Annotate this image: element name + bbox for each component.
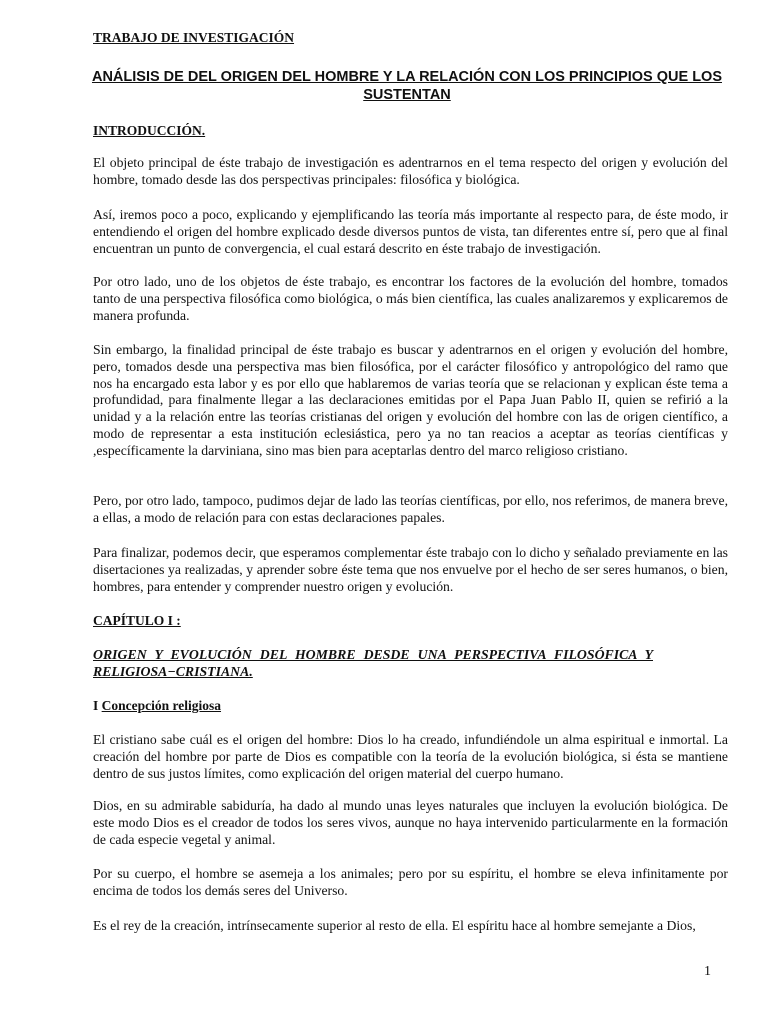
document-title: ANÁLISIS DE DEL ORIGEN DEL HOMBRE Y LA RELACIÓN CON LOS PRINCIPIOS QUE LOS SUSTENTAN	[91, 69, 722, 103]
intro-paragraph-2: Así, iremos poco a poco, explicando y ejemplificando las teoría más importante al respecto para, de éste modo, ir entendiendo el origen del hombre explicado desde diversos puntos de vista, tan diferentes entre sí, pero que al final encuentran un punto de convergencia, el cual estará descrito en éste trabajo de investigación.	[93, 207, 728, 256]
chapter-subtitle: ORIGEN Y EVOLUCIÓN DEL HOMBRE DESDE UNA PERSPECTIVA FILOSÓFICA Y RELIGIOSA−CRISTIANA.	[93, 647, 653, 679]
section-paragraph-1: El cristiano sabe cuál es el origen del hombre: Dios lo ha creado, infundiéndole un alma espiritual e inmortal. La creación del hombre por parte de Dios es compatible con la teoría de la evolución biológica, si ésta se mantiene dentro de sus justos límites, como explicación del origen material del cuerpo humano.	[93, 732, 728, 781]
introduction-heading: INTRODUCCIÓN.	[93, 123, 206, 138]
intro-paragraph-4: Sin embargo, la finalidad principal de éste trabajo es buscar y adentrarnos en el origen y evolución del hombre, pero, tomados desde una perspectiva mas bien filosófica, por el carácter filosófico y antropológico del ramo que nos ha encargado esta labor y es por ello que hablaremos de varias teoría que se relacionan y explican éste tema a profundidad, para finalmente llegar a las declaraciones emitidas por el Papa Juan Pablo II, quien se refirió a la unidad y a la relación entre las teorías cristianas del origen y evolución del hombre con las de origen científico, a modo de representar a esta institución eclesiástica, pero ya no tan reacios a aceptar as teorías científicas y ,específicamente la darviniana, sino mas bien para aceptarlas dentro del marco religioso cristiano.	[93, 342, 728, 458]
intro-paragraph-5: Pero, por otro lado, tampoco, pudimos dejar de lado las teorías científicas, por ello, nos referimos, de manera breve, a ellas, a modo de relación para con estas declaraciones papales.	[93, 493, 728, 525]
intro-paragraph-1: El objeto principal de éste trabajo de investigación es adentrarnos en el tema respecto del origen y evolución del hombre, tomado desde las dos perspectivas principales: filosófica y biológica.	[93, 155, 728, 187]
section-paragraph-4: Es el rey de la creación, intrínsecamente superior al resto de ella. El espíritu hace al hombre semejante a Dios,	[93, 918, 696, 933]
chapter-heading: CAPÍTULO I :	[93, 613, 181, 628]
section-title: Concepción religiosa	[101, 698, 222, 713]
section-paragraph-3: Por su cuerpo, el hombre se asemeja a los animales; pero por su espíritu, el hombre se eleva infinitamente por encima de todos los demás seres del Universo.	[93, 866, 728, 898]
page-number: 1	[704, 964, 711, 979]
section-heading	[93, 698, 221, 714]
intro-paragraph-3: Por otro lado, uno de los objetos de éste trabajo, es encontrar los factores de la evolución del hombre, tomados tanto de una perspectiva filosófica como biológica, o más bien científica, las cuales analizaremos y explicaremos de manera profunda.	[93, 274, 728, 323]
section-number: I	[93, 698, 99, 713]
intro-paragraph-6: Para finalizar, podemos decir, que esperamos complementar éste trabajo con lo dicho y señalado previamente en las disertaciones ya realizadas, y aprender sobre éste tema que nos envuelve por el hecho de ser seres humanos, o bien, hombres, para entender y comprender nuestro origen y evolución.	[93, 545, 728, 594]
section-paragraph-2: Dios, en su admirable sabiduría, ha dado al mundo unas leyes naturales que incluyen la evolución biológica. De este modo Dios es el creador de todos los seres vivos, aunque no haya intervenido particularmente en la formación de cada especie vegetal y animal.	[93, 798, 728, 847]
document-kicker: TRABAJO DE INVESTIGACIÓN	[93, 30, 295, 45]
